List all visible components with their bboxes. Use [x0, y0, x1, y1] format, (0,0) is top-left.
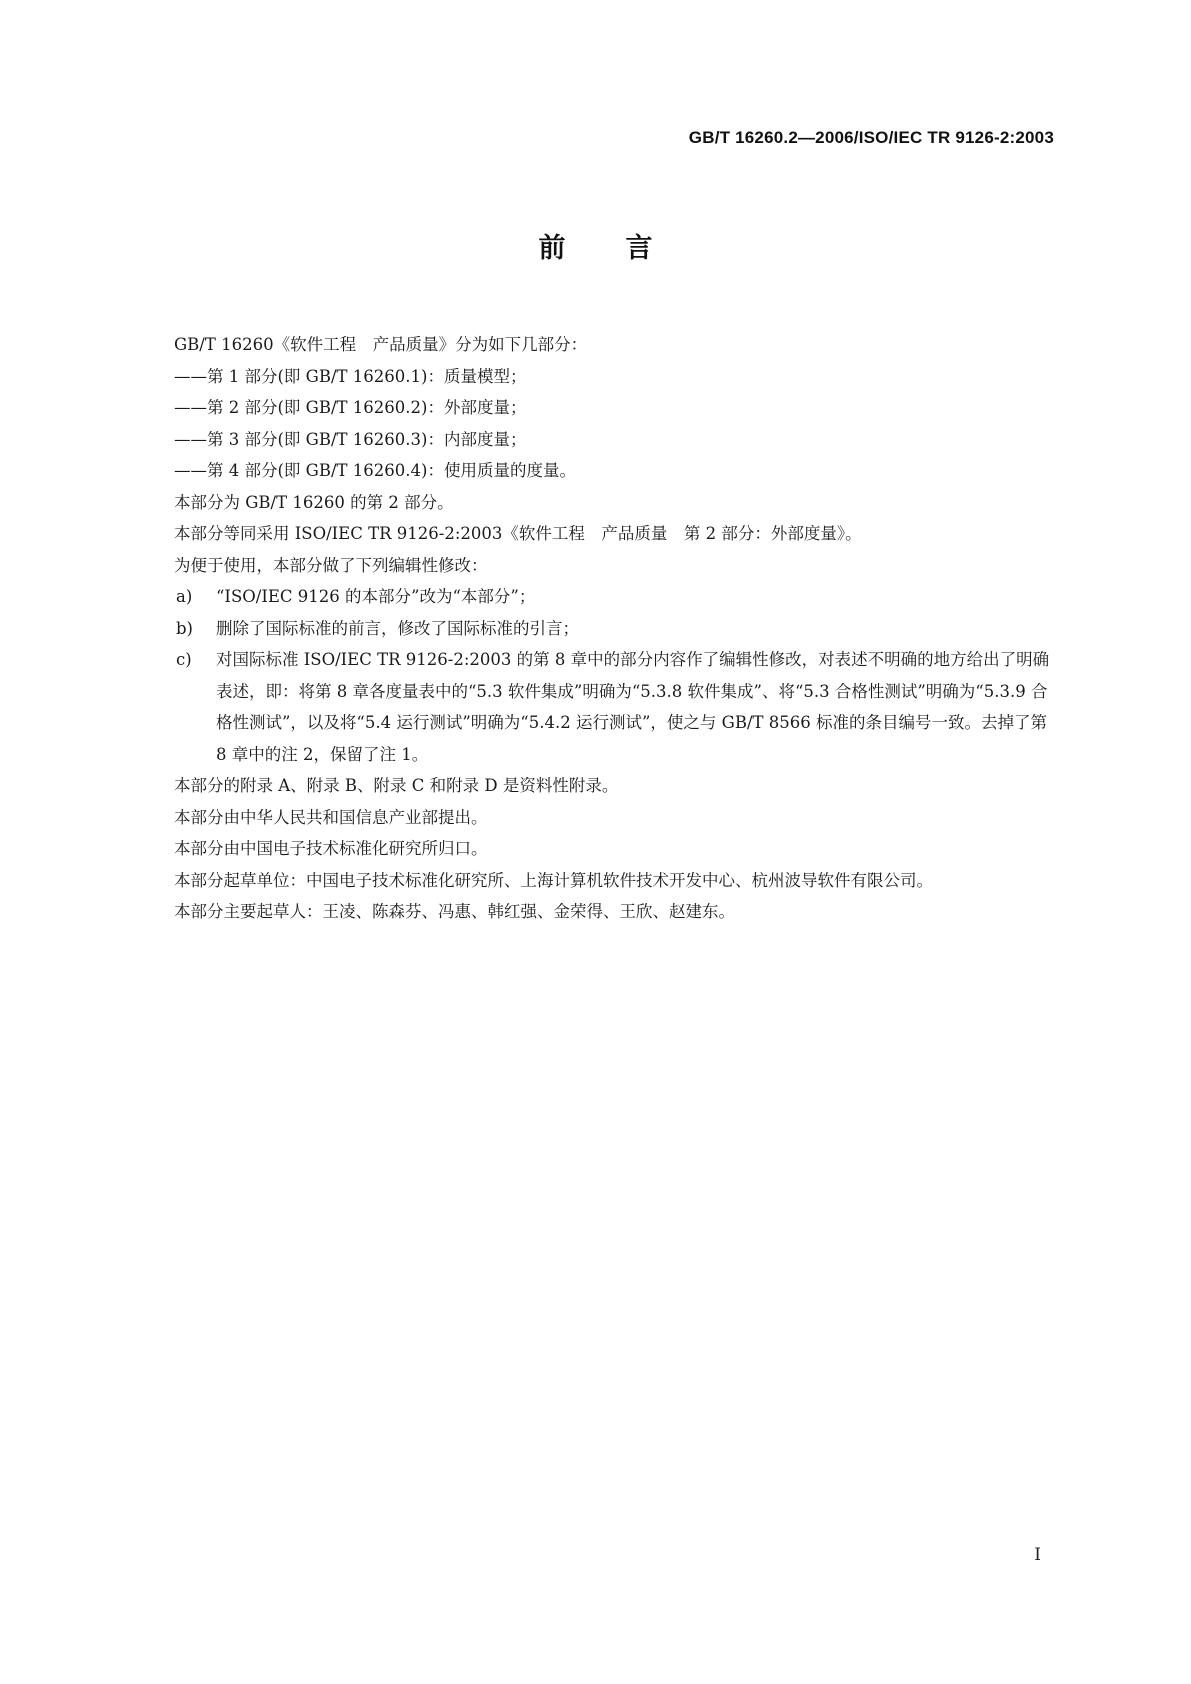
- centralized-by: 本部分由中国电子技术标准化研究所归口。: [174, 839, 488, 858]
- edit-item-b: [132, 613, 1057, 645]
- part-list-item-1: ——第 1 部分(即 GB/T 16260.1)：质量模型；: [174, 366, 527, 386]
- drafting-units: 本部分起草单位：中国电子技术标准化研究所、上海计算机软件技术开发中心、杭州波导软件有限公司。: [174, 870, 933, 890]
- foreword-body: [132, 329, 1057, 928]
- intro-paragraph: GB/T 16260《软件工程 产品质量》分为如下几部分：: [174, 335, 588, 354]
- page-number: I: [1034, 1545, 1041, 1565]
- proposed-by: 本部分由中华人民共和国信息产业部提出。: [174, 807, 488, 827]
- edit-item-text: 对国际标准 ISO/IEC TR 9126-2:2003 的第 8 章中的部分内容作了编辑性修改，对表述不明确的地方给出了明确表述，即：将第 8 章各度量表中的“5.3 软件集成”明确为“5.3.8 软件集成”、将“5.3 合格性测试”明确为“5.3.9 合格性测试”，以及将“5.4 运行测试”明确为“5.4.2 运行测试”，使之与 GB/T 8566 标准的条目编号一致。去掉了第 8 章中的注 2，保留了注 1。: [216, 650, 1053, 764]
- edit-item-a: [132, 581, 1057, 613]
- appendix-statement: 本部分的附录 A、附录 B、附录 C 和附录 D 是资料性附录。: [174, 776, 619, 795]
- edit-item-marker: c): [176, 650, 192, 669]
- part-list-item-4: ——第 4 部分(即 GB/T 16260.4)：使用质量的度量。: [174, 461, 576, 480]
- standard-code: GB/T 16260.2—2006/ISO/IEC TR 9126-2:2003: [688, 128, 1054, 147]
- part-statement: 本部分为 GB/T 16260 的第 2 部分。: [174, 492, 454, 512]
- edit-item-text: 删除了国际标准的前言，修改了国际标准的引言；: [216, 618, 579, 638]
- edit-item-text: “ISO/IEC 9126 的本部分”改为“本部分”；: [216, 587, 536, 606]
- edit-item-marker: a): [176, 587, 193, 606]
- part-list-item-2: ——第 2 部分(即 GB/T 16260.2)：外部度量；: [174, 398, 527, 417]
- edits-intro: 为便于使用，本部分做了下列编辑性修改：: [174, 555, 488, 575]
- drafters: 本部分主要起草人：王凌、陈森芬、冯惠、韩红强、金荣得、王欣、赵建东。: [174, 902, 735, 921]
- page-title: 前言: [538, 233, 713, 264]
- part-list-item-3: ——第 3 部分(即 GB/T 16260.3)：内部度量；: [174, 429, 527, 449]
- edit-item-c: [132, 644, 1057, 770]
- adoption-statement: 本部分等同采用 ISO/IEC TR 9126-2:2003《软件工程 产品质量 第 2 部分：外部度量》。: [174, 524, 862, 543]
- edit-item-marker: b): [176, 618, 193, 638]
